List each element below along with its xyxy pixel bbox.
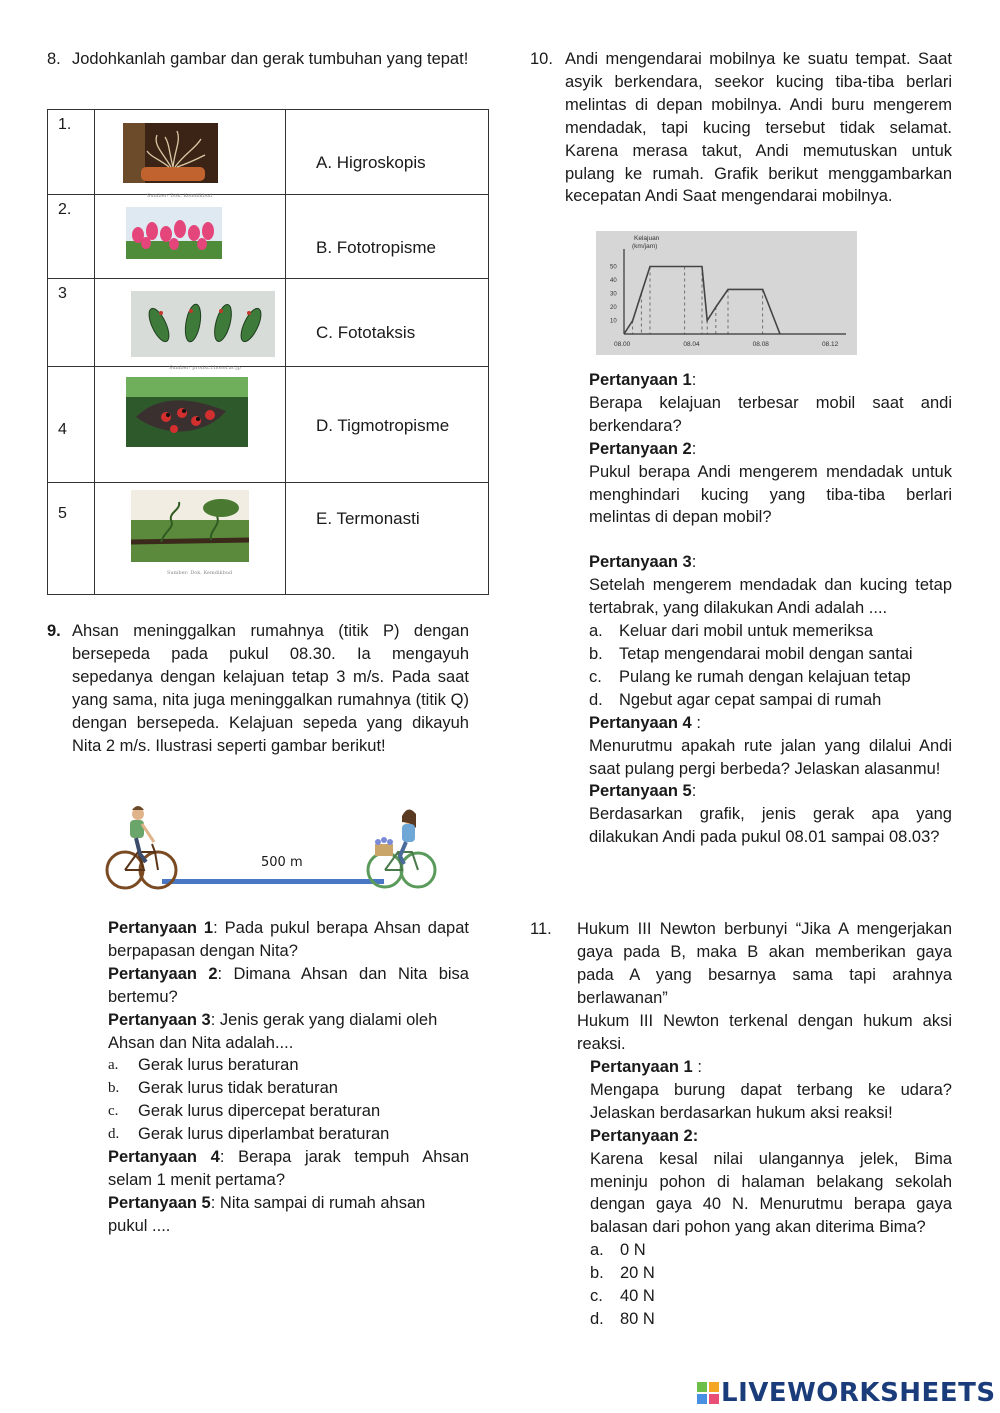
liveworksheets-logo-icon [697,1382,719,1404]
q10-options [589,620,952,712]
chart-ylabel-line2: (km/jam) [632,243,658,250]
q10-question-4-text: Menurutmu apakah rute jalan yang dilalui Andi saat pulang pergi berbeda? Jelaskan alasanmu! [589,736,952,778]
tendril-plant-image [131,490,249,562]
option-letter: c. [108,1103,119,1120]
label: Pertanyaan 1 [590,1058,693,1076]
option-letter: a. [108,1057,119,1074]
match-row-5 [48,483,489,595]
label: Pertanyaan 1 [589,371,692,389]
match-option-cell [286,367,489,483]
chart-y-tick-label: 10 [610,318,617,325]
option-letter: a. [590,1241,604,1260]
q11-text-2: Hukum III Newton terkenal dengan hukum aksi reaksi. [577,1011,952,1053]
speed-time-chart [596,231,857,355]
q8-matching-table [47,109,489,595]
label: Pertanyaan 5 [108,1193,211,1212]
q11-question-1-label: Pertanyaan 1 : [590,1058,702,1076]
match-image-cell [95,279,286,371]
q11-options [590,1239,952,1331]
q10-number: 10. [530,50,553,68]
label: Pertanyaan 3 [589,553,692,572]
q10-question-5-text: Berdasarkan grafik, jenis gerak apa yang dilakukan Andi pada pukul 08.01 sampai 08.03? [589,805,952,847]
q11-questions [590,1056,952,1331]
option-text: Gerak lurus tidak beraturan [138,1079,338,1098]
match-row-number: 3 [48,279,95,367]
label: Pertanyaan 2 [108,964,218,983]
q9-options [108,1054,469,1146]
option-letter: c. [589,667,602,686]
text: : Dimana Ahsan dan Nita bisa bertemu? [108,964,469,1006]
q11-question-2-text: Karena kesal nilai ulangannya jelek, Bima meninju pohon di halaman belakang sekolah dengan gaya 40 N. Menurutmu berapa gaya balasan dari pohon yang akan diterima Bima? [590,1149,952,1237]
match-row-2 [48,195,489,279]
q10-option-a[interactable] [589,620,952,643]
option-letter: b. [108,1080,120,1097]
q9-block [47,620,469,757]
q9-text: Ahsan meninggalkan rumahnya (titik P) dengan bersepeda pada pukul 08.30. Ia mengayuh sepedanya dengan kelajuan tetap 3 m/s. Pada saat yang sama, nita juga meninggalkan rumahnya (titik Q) dengan bersepeda. Kelajuan sepeda yang dikayuh Nita 2 m/s. Ilustrasi seperti gambar berikut! [72,622,469,755]
chart-x-tick-label: 08.00 [614,341,631,348]
option-letter: d. [590,1309,604,1328]
chart-x-tick-label: 08.04 [683,341,700,348]
option-e-termonasti: E. Termonasti [316,509,420,528]
q9-question-2 [108,963,469,1009]
option-letter: b. [589,644,603,663]
option-text: 80 N [620,1309,655,1328]
label: Pertanyaan 5 [589,782,692,801]
match-image-cell [95,110,286,199]
q11-number: 11. [530,920,552,938]
q10-question-1-text: Berapa kelajuan terbesar mobil saat andi berkendara? [589,393,952,435]
q10-option-c[interactable] [589,666,952,689]
match-option-cell [286,195,489,279]
option-letter: a. [589,622,603,641]
chart-y-tick-label: 30 [610,291,617,298]
tulip-flowers-image [126,207,222,259]
q11-option-b[interactable] [590,1262,952,1285]
text: : Pada pukul berapa Ahsan dapat berpapasan dengan Nita? [108,919,469,960]
match-row-4 [48,367,489,483]
option-text: 40 N [620,1287,655,1306]
chart-y-tick-label: 50 [610,264,617,271]
match-row-number: 1. [48,110,95,195]
q11-option-a[interactable] [590,1239,952,1262]
match-image-cell [95,483,286,595]
option-text: Keluar dari mobil untuk memeriksa [619,622,874,641]
q10-question-2-label: Pertanyaan 2: [589,439,697,458]
q11-text: Hukum III Newton berbunyi “Jika A mengerjakan gaya pada B, maka B akan memberikan gaya pada A yang besarnya sama tapi arahnya berlawanan” [577,920,952,1007]
text: : Berapa jarak tempuh Ahsan selam 1 menit pertama? [108,1148,469,1189]
option-letter: b. [590,1264,604,1283]
image-caption: Sumber: protist.i.hosei.ac.jp [169,365,241,371]
chart-y-tick-label: 20 [610,305,617,311]
footer-brand[interactable] [697,1378,996,1408]
q10-question-4-label: Pertanyaan 4 : [589,713,701,732]
road-line [162,879,384,884]
distance-label: 500 m [261,855,303,870]
q9-question-5 [108,1192,469,1238]
q8-block [47,48,472,71]
option-letter: d. [589,690,603,709]
q11-question-1-text: Mengapa burung dapat terbang ke udara? Jelaskan berdasarkan hukum aksi reaksi! [590,1080,952,1122]
flower-basket [375,844,393,856]
option-b-fototropisme: B. Fototropisme [316,238,436,257]
euglena-image [131,291,275,357]
brand-name: LIVEWORKSHEETS [721,1377,996,1408]
match-row-number: 2. [48,195,95,279]
match-row-1 [48,110,489,195]
chart-y-tick-label: 40 [610,278,617,284]
match-row-number [48,483,95,595]
option-text: 0 N [620,1241,646,1260]
q9-question-4 [108,1146,469,1192]
q9-question-3 [108,1009,469,1055]
q9-option-b[interactable] [108,1077,469,1100]
option-text: Gerak lurus dipercepat beraturan [138,1102,381,1121]
match-image-cell [95,195,286,279]
q8-text: Jodohkanlah gambar dan gerak tumbuhan yang tepat! [72,50,469,68]
option-text: 20 N [620,1264,655,1283]
q10-question-5-label: Pertanyaan 5: [589,782,697,801]
match-row-3 [48,279,489,367]
seed-pod-image [126,377,248,447]
match-option-cell [286,110,489,195]
q9-number: 9. [47,622,61,640]
option-text: Gerak lurus diperlambat beraturan [138,1125,390,1144]
match-row-number-text: 5 [58,505,67,522]
option-text: Gerak lurus beraturan [138,1056,299,1075]
match-row-number [48,367,95,483]
label: Pertanyaan 3 [108,1010,211,1029]
q10-option-d[interactable] [589,689,952,712]
label: Pertanyaan 1 [108,919,214,937]
q9-question-1 [108,917,469,963]
dried-plant-image [123,123,218,183]
option-text: Ngebut agar cepat sampai di rumah [619,690,882,709]
text: : Nita sampai di rumah ahsan pukul .... [108,1193,426,1235]
q9-option-c[interactable] [108,1100,469,1123]
q9-questions [108,917,469,1238]
q8-number: 8. [47,50,61,68]
label: Pertanyaan 2 [589,439,692,458]
q10-option-b[interactable] [589,643,952,666]
q10-question-1-label: Pertanyaan 1: [589,371,697,389]
match-row-number-text: 4 [58,421,67,438]
q9-option-a[interactable] [108,1054,469,1077]
q10-question-2-text: Pukul berapa Andi mengerem mendadak untuk menghindari kucing yang tiba-tiba berlari melintas di depan mobil? [589,462,952,527]
match-option-cell [286,279,489,367]
image-caption: Sumber: Dok. Kemdikbud [147,193,213,199]
option-letter: d. [108,1126,120,1143]
option-a-higroskopis: A. Higroskopis [316,153,426,172]
label: Pertanyaan 4 [108,1148,220,1167]
option-text: Pulang ke rumah dengan kelajuan tetap [619,667,911,686]
q9-option-d[interactable] [108,1123,469,1146]
option-letter: c. [590,1287,603,1306]
q10-block [530,48,952,208]
text: : Jenis gerak yang dialami oleh Ahsan dan Nita adalah.... [108,1010,438,1052]
q11-option-c[interactable] [590,1285,952,1308]
q10-question-3-text: Setelah mengerem mendadak dan kucing tetap tertabrak, yang dilakukan Andi adalah .... [589,576,952,618]
chart-x-tick-label: 08.12 [822,341,839,348]
q10-question-3-label: Pertanyaan 3: [589,553,697,572]
q10-text: Andi mengendarai mobilnya ke suatu tempat. Saat asyik berkendara, seekor kucing tiba-tiba berlari melintas di depan mobilnya. Andi buru mengerem mendadak, tapi kucing tersebut tidak selamat. Karena merasa takut, Andi memutuskan untuk pulang ke rumah. Grafik berikut menggambarkan kecepatan Andi Saat mengendarai mobilnya. [565,50,952,206]
chart-ylabel-line1: Kelajuan [634,235,660,242]
option-d-tigmotropisme: D. Tigmotropisme [316,416,450,435]
label: Pertanyaan 4 [589,713,692,732]
option-c-fototaksis: C. Fototaksis [316,323,416,342]
q11-question-2-label: Pertanyaan 2: [590,1126,699,1145]
option-text: Tetap mengendarai mobil dengan santai [619,644,913,663]
match-image-cell [95,367,286,483]
chart-x-tick-label: 08.08 [752,341,769,348]
q11-option-d[interactable] [590,1308,952,1331]
match-option-cell [286,483,489,595]
bicycle-illustration [100,800,445,895]
image-caption: Sumber: Dok. Kemdikbud [167,570,233,576]
q10-questions [589,369,952,849]
q11-block [530,918,952,1055]
